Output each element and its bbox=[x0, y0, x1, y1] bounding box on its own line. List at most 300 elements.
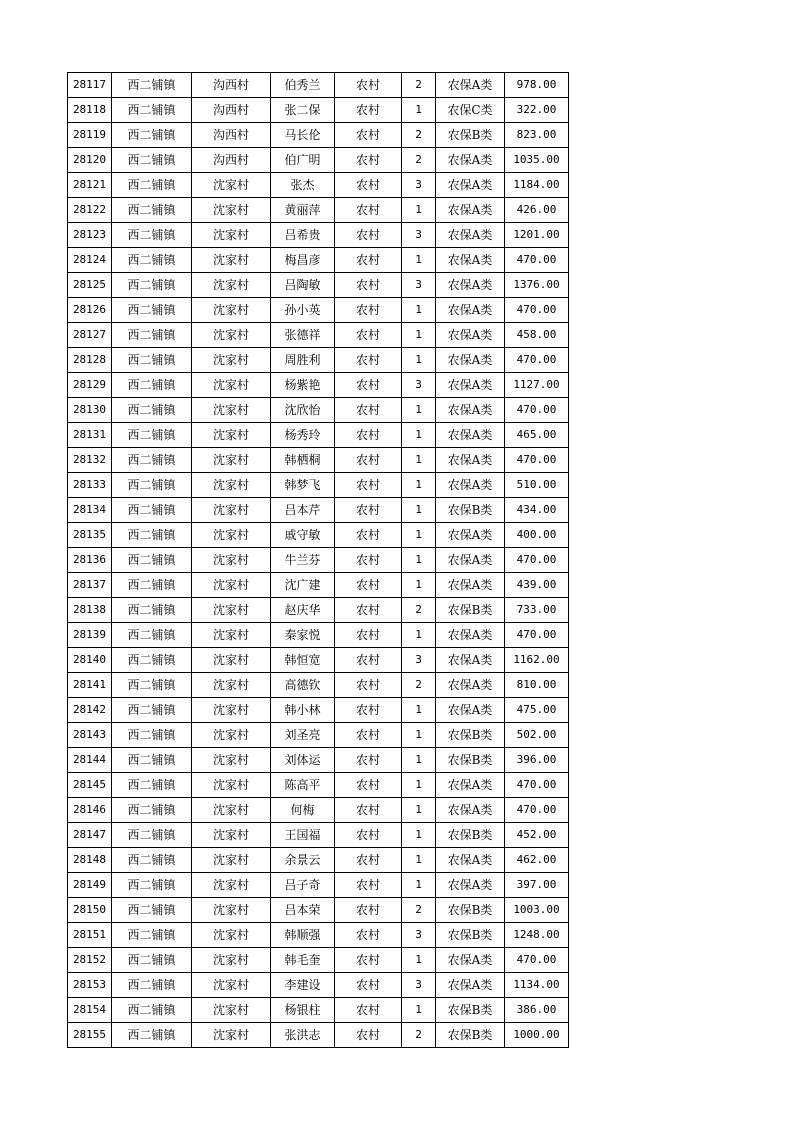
household-count-cell: 1 bbox=[402, 723, 436, 748]
category-cell: 农村 bbox=[335, 773, 402, 798]
category-cell: 农村 bbox=[335, 323, 402, 348]
table-row bbox=[68, 623, 569, 648]
amount-cell: 470.00 bbox=[505, 948, 569, 973]
insurance-type-cell: 农保A类 bbox=[436, 273, 505, 298]
insurance-type-cell: 农保A类 bbox=[436, 298, 505, 323]
insurance-type-cell: 农保A类 bbox=[436, 798, 505, 823]
household-count-cell: 1 bbox=[402, 423, 436, 448]
insurance-type-cell: 农保A类 bbox=[436, 448, 505, 473]
category-cell: 农村 bbox=[335, 723, 402, 748]
amount-cell: 322.00 bbox=[505, 98, 569, 123]
table-row bbox=[68, 848, 569, 873]
town-cell: 西二铺镇 bbox=[112, 748, 192, 773]
town-cell: 西二铺镇 bbox=[112, 98, 192, 123]
village-cell: 沈家村 bbox=[192, 898, 271, 923]
insurance-type-cell: 农保B类 bbox=[436, 898, 505, 923]
record-id-cell: 28143 bbox=[68, 723, 112, 748]
record-id-cell: 28155 bbox=[68, 1023, 112, 1048]
town-cell: 西二铺镇 bbox=[112, 948, 192, 973]
name-cell: 韩恒宽 bbox=[271, 648, 335, 673]
amount-cell: 400.00 bbox=[505, 523, 569, 548]
insurance-type-cell: 农保C类 bbox=[436, 98, 505, 123]
amount-cell: 1035.00 bbox=[505, 148, 569, 173]
insurance-type-cell: 农保A类 bbox=[436, 373, 505, 398]
table-row bbox=[68, 373, 569, 398]
insurance-type-cell: 农保A类 bbox=[436, 523, 505, 548]
insurance-type-cell: 农保A类 bbox=[436, 398, 505, 423]
town-cell: 西二铺镇 bbox=[112, 648, 192, 673]
name-cell: 马长伦 bbox=[271, 123, 335, 148]
record-id-cell: 28145 bbox=[68, 773, 112, 798]
insurance-type-cell: 农保A类 bbox=[436, 873, 505, 898]
name-cell: 黄丽萍 bbox=[271, 198, 335, 223]
name-cell: 梅昌彦 bbox=[271, 248, 335, 273]
name-cell: 张德祥 bbox=[271, 323, 335, 348]
town-cell: 西二铺镇 bbox=[112, 123, 192, 148]
name-cell: 李建设 bbox=[271, 973, 335, 998]
insurance-type-cell: 农保B类 bbox=[436, 823, 505, 848]
record-id-cell: 28142 bbox=[68, 698, 112, 723]
table-row bbox=[68, 98, 569, 123]
town-cell: 西二铺镇 bbox=[112, 298, 192, 323]
category-cell: 农村 bbox=[335, 873, 402, 898]
amount-cell: 1000.00 bbox=[505, 1023, 569, 1048]
name-cell: 韩栖桐 bbox=[271, 448, 335, 473]
village-cell: 沈家村 bbox=[192, 748, 271, 773]
table-row bbox=[68, 573, 569, 598]
village-cell: 沈家村 bbox=[192, 723, 271, 748]
household-count-cell: 1 bbox=[402, 448, 436, 473]
town-cell: 西二铺镇 bbox=[112, 273, 192, 298]
amount-cell: 396.00 bbox=[505, 748, 569, 773]
name-cell: 秦家悦 bbox=[271, 623, 335, 648]
name-cell: 何梅 bbox=[271, 798, 335, 823]
record-id-cell: 28126 bbox=[68, 298, 112, 323]
insurance-type-cell: 农保A类 bbox=[436, 698, 505, 723]
name-cell: 牛兰芬 bbox=[271, 548, 335, 573]
table-row bbox=[68, 473, 569, 498]
category-cell: 农村 bbox=[335, 673, 402, 698]
name-cell: 高德钦 bbox=[271, 673, 335, 698]
village-cell: 沈家村 bbox=[192, 523, 271, 548]
town-cell: 西二铺镇 bbox=[112, 148, 192, 173]
name-cell: 韩顺强 bbox=[271, 923, 335, 948]
town-cell: 西二铺镇 bbox=[112, 673, 192, 698]
table-row bbox=[68, 673, 569, 698]
table-row bbox=[68, 923, 569, 948]
category-cell: 农村 bbox=[335, 898, 402, 923]
category-cell: 农村 bbox=[335, 623, 402, 648]
village-cell: 沈家村 bbox=[192, 323, 271, 348]
insurance-type-cell: 农保A类 bbox=[436, 673, 505, 698]
village-cell: 沈家村 bbox=[192, 673, 271, 698]
town-cell: 西二铺镇 bbox=[112, 973, 192, 998]
table-row bbox=[68, 423, 569, 448]
household-count-cell: 1 bbox=[402, 948, 436, 973]
record-id-cell: 28150 bbox=[68, 898, 112, 923]
amount-cell: 1376.00 bbox=[505, 273, 569, 298]
town-cell: 西二铺镇 bbox=[112, 998, 192, 1023]
amount-cell: 1248.00 bbox=[505, 923, 569, 948]
table-row bbox=[68, 823, 569, 848]
table-row bbox=[68, 748, 569, 773]
village-cell: 沈家村 bbox=[192, 598, 271, 623]
record-id-cell: 28131 bbox=[68, 423, 112, 448]
amount-cell: 439.00 bbox=[505, 573, 569, 598]
village-cell: 沈家村 bbox=[192, 198, 271, 223]
category-cell: 农村 bbox=[335, 398, 402, 423]
household-count-cell: 2 bbox=[402, 123, 436, 148]
table-row bbox=[68, 1023, 569, 1048]
insurance-type-cell: 农保A类 bbox=[436, 548, 505, 573]
insurance-type-cell: 农保A类 bbox=[436, 648, 505, 673]
amount-cell: 1134.00 bbox=[505, 973, 569, 998]
town-cell: 西二铺镇 bbox=[112, 498, 192, 523]
household-count-cell: 1 bbox=[402, 498, 436, 523]
household-count-cell: 1 bbox=[402, 548, 436, 573]
town-cell: 西二铺镇 bbox=[112, 248, 192, 273]
town-cell: 西二铺镇 bbox=[112, 523, 192, 548]
town-cell: 西二铺镇 bbox=[112, 548, 192, 573]
record-id-cell: 28119 bbox=[68, 123, 112, 148]
name-cell: 吕本荣 bbox=[271, 898, 335, 923]
village-cell: 沟西村 bbox=[192, 148, 271, 173]
town-cell: 西二铺镇 bbox=[112, 448, 192, 473]
town-cell: 西二铺镇 bbox=[112, 723, 192, 748]
category-cell: 农村 bbox=[335, 248, 402, 273]
amount-cell: 810.00 bbox=[505, 673, 569, 698]
village-cell: 沈家村 bbox=[192, 173, 271, 198]
household-count-cell: 1 bbox=[402, 98, 436, 123]
household-count-cell: 2 bbox=[402, 1023, 436, 1048]
category-cell: 农村 bbox=[335, 348, 402, 373]
record-id-cell: 28136 bbox=[68, 548, 112, 573]
amount-cell: 386.00 bbox=[505, 998, 569, 1023]
household-count-cell: 1 bbox=[402, 198, 436, 223]
name-cell: 杨银柱 bbox=[271, 998, 335, 1023]
table-row bbox=[68, 173, 569, 198]
village-cell: 沟西村 bbox=[192, 98, 271, 123]
insurance-type-cell: 农保A类 bbox=[436, 73, 505, 98]
name-cell: 韩毛奎 bbox=[271, 948, 335, 973]
village-cell: 沈家村 bbox=[192, 423, 271, 448]
category-cell: 农村 bbox=[335, 373, 402, 398]
name-cell: 伯广明 bbox=[271, 148, 335, 173]
category-cell: 农村 bbox=[335, 798, 402, 823]
household-count-cell: 3 bbox=[402, 973, 436, 998]
record-id-cell: 28154 bbox=[68, 998, 112, 1023]
table-row bbox=[68, 448, 569, 473]
name-cell: 张二保 bbox=[271, 98, 335, 123]
amount-cell: 733.00 bbox=[505, 598, 569, 623]
insurance-type-cell: 农保A类 bbox=[436, 848, 505, 873]
household-count-cell: 1 bbox=[402, 748, 436, 773]
amount-cell: 470.00 bbox=[505, 248, 569, 273]
table-row bbox=[68, 498, 569, 523]
village-cell: 沈家村 bbox=[192, 398, 271, 423]
name-cell: 沈欣怡 bbox=[271, 398, 335, 423]
table-row bbox=[68, 798, 569, 823]
amount-cell: 470.00 bbox=[505, 798, 569, 823]
household-count-cell: 1 bbox=[402, 323, 436, 348]
town-cell: 西二铺镇 bbox=[112, 373, 192, 398]
record-id-cell: 28141 bbox=[68, 673, 112, 698]
amount-cell: 475.00 bbox=[505, 698, 569, 723]
household-count-cell: 2 bbox=[402, 148, 436, 173]
amount-cell: 1003.00 bbox=[505, 898, 569, 923]
category-cell: 农村 bbox=[335, 123, 402, 148]
village-cell: 沈家村 bbox=[192, 1023, 271, 1048]
amount-cell: 470.00 bbox=[505, 548, 569, 573]
category-cell: 农村 bbox=[335, 948, 402, 973]
category-cell: 农村 bbox=[335, 523, 402, 548]
record-id-cell: 28146 bbox=[68, 798, 112, 823]
table-row bbox=[68, 973, 569, 998]
amount-cell: 502.00 bbox=[505, 723, 569, 748]
record-id-cell: 28127 bbox=[68, 323, 112, 348]
record-id-cell: 28140 bbox=[68, 648, 112, 673]
table-row bbox=[68, 73, 569, 98]
record-id-cell: 28153 bbox=[68, 973, 112, 998]
household-count-cell: 3 bbox=[402, 173, 436, 198]
record-id-cell: 28134 bbox=[68, 498, 112, 523]
name-cell: 赵庆华 bbox=[271, 598, 335, 623]
table-row bbox=[68, 148, 569, 173]
insurance-type-cell: 农保A类 bbox=[436, 348, 505, 373]
amount-cell: 470.00 bbox=[505, 298, 569, 323]
record-id-cell: 28148 bbox=[68, 848, 112, 873]
town-cell: 西二铺镇 bbox=[112, 873, 192, 898]
insurance-type-cell: 农保B类 bbox=[436, 748, 505, 773]
table-row bbox=[68, 948, 569, 973]
insurance-type-cell: 农保A类 bbox=[436, 198, 505, 223]
insurance-type-cell: 农保A类 bbox=[436, 573, 505, 598]
record-id-cell: 28137 bbox=[68, 573, 112, 598]
record-id-cell: 28122 bbox=[68, 198, 112, 223]
village-cell: 沈家村 bbox=[192, 923, 271, 948]
name-cell: 吕子奇 bbox=[271, 873, 335, 898]
name-cell: 戚守敏 bbox=[271, 523, 335, 548]
village-cell: 沈家村 bbox=[192, 223, 271, 248]
record-id-cell: 28129 bbox=[68, 373, 112, 398]
village-cell: 沈家村 bbox=[192, 248, 271, 273]
village-cell: 沈家村 bbox=[192, 948, 271, 973]
village-cell: 沈家村 bbox=[192, 348, 271, 373]
village-cell: 沈家村 bbox=[192, 473, 271, 498]
household-count-cell: 1 bbox=[402, 523, 436, 548]
record-id-cell: 28130 bbox=[68, 398, 112, 423]
household-count-cell: 1 bbox=[402, 823, 436, 848]
table-row bbox=[68, 598, 569, 623]
amount-cell: 1162.00 bbox=[505, 648, 569, 673]
village-cell: 沈家村 bbox=[192, 798, 271, 823]
record-id-cell: 28124 bbox=[68, 248, 112, 273]
town-cell: 西二铺镇 bbox=[112, 698, 192, 723]
table-row bbox=[68, 898, 569, 923]
insurance-type-cell: 农保A类 bbox=[436, 623, 505, 648]
record-id-cell: 28123 bbox=[68, 223, 112, 248]
household-count-cell: 2 bbox=[402, 598, 436, 623]
category-cell: 农村 bbox=[335, 848, 402, 873]
household-count-cell: 1 bbox=[402, 773, 436, 798]
category-cell: 农村 bbox=[335, 198, 402, 223]
table-row bbox=[68, 273, 569, 298]
village-cell: 沈家村 bbox=[192, 548, 271, 573]
town-cell: 西二铺镇 bbox=[112, 623, 192, 648]
insurance-type-cell: 农保A类 bbox=[436, 423, 505, 448]
household-count-cell: 2 bbox=[402, 898, 436, 923]
amount-cell: 458.00 bbox=[505, 323, 569, 348]
name-cell: 孙小英 bbox=[271, 298, 335, 323]
village-cell: 沈家村 bbox=[192, 448, 271, 473]
household-count-cell: 2 bbox=[402, 673, 436, 698]
name-cell: 王国福 bbox=[271, 823, 335, 848]
insurance-type-cell: 农保A类 bbox=[436, 248, 505, 273]
record-id-cell: 28149 bbox=[68, 873, 112, 898]
category-cell: 农村 bbox=[335, 298, 402, 323]
village-cell: 沈家村 bbox=[192, 823, 271, 848]
record-id-cell: 28125 bbox=[68, 273, 112, 298]
town-cell: 西二铺镇 bbox=[112, 898, 192, 923]
name-cell: 沈广建 bbox=[271, 573, 335, 598]
village-cell: 沈家村 bbox=[192, 648, 271, 673]
record-id-cell: 28144 bbox=[68, 748, 112, 773]
category-cell: 农村 bbox=[335, 998, 402, 1023]
amount-cell: 978.00 bbox=[505, 73, 569, 98]
category-cell: 农村 bbox=[335, 548, 402, 573]
record-id-cell: 28121 bbox=[68, 173, 112, 198]
name-cell: 余景云 bbox=[271, 848, 335, 873]
town-cell: 西二铺镇 bbox=[112, 823, 192, 848]
table-row bbox=[68, 348, 569, 373]
insurance-type-cell: 农保B类 bbox=[436, 123, 505, 148]
household-count-cell: 1 bbox=[402, 623, 436, 648]
table-row bbox=[68, 398, 569, 423]
table-row bbox=[68, 548, 569, 573]
category-cell: 农村 bbox=[335, 823, 402, 848]
household-count-cell: 2 bbox=[402, 73, 436, 98]
village-cell: 沈家村 bbox=[192, 873, 271, 898]
insurance-type-cell: 农保A类 bbox=[436, 948, 505, 973]
table-row bbox=[68, 323, 569, 348]
category-cell: 农村 bbox=[335, 173, 402, 198]
table-row bbox=[68, 298, 569, 323]
amount-cell: 470.00 bbox=[505, 448, 569, 473]
amount-cell: 470.00 bbox=[505, 348, 569, 373]
record-id-cell: 28135 bbox=[68, 523, 112, 548]
amount-cell: 397.00 bbox=[505, 873, 569, 898]
table-row bbox=[68, 198, 569, 223]
amount-cell: 452.00 bbox=[505, 823, 569, 848]
household-count-cell: 3 bbox=[402, 223, 436, 248]
category-cell: 农村 bbox=[335, 473, 402, 498]
village-cell: 沈家村 bbox=[192, 498, 271, 523]
household-count-cell: 1 bbox=[402, 298, 436, 323]
category-cell: 农村 bbox=[335, 498, 402, 523]
town-cell: 西二铺镇 bbox=[112, 323, 192, 348]
name-cell: 杨秀玲 bbox=[271, 423, 335, 448]
amount-cell: 465.00 bbox=[505, 423, 569, 448]
record-id-cell: 28147 bbox=[68, 823, 112, 848]
record-id-cell: 28132 bbox=[68, 448, 112, 473]
data-table bbox=[67, 72, 569, 1048]
town-cell: 西二铺镇 bbox=[112, 223, 192, 248]
household-count-cell: 1 bbox=[402, 573, 436, 598]
village-cell: 沟西村 bbox=[192, 123, 271, 148]
record-id-cell: 28138 bbox=[68, 598, 112, 623]
town-cell: 西二铺镇 bbox=[112, 398, 192, 423]
table-row bbox=[68, 773, 569, 798]
household-count-cell: 3 bbox=[402, 373, 436, 398]
table-row bbox=[68, 648, 569, 673]
household-count-cell: 3 bbox=[402, 648, 436, 673]
category-cell: 农村 bbox=[335, 448, 402, 473]
amount-cell: 434.00 bbox=[505, 498, 569, 523]
town-cell: 西二铺镇 bbox=[112, 173, 192, 198]
village-cell: 沈家村 bbox=[192, 623, 271, 648]
town-cell: 西二铺镇 bbox=[112, 848, 192, 873]
village-cell: 沈家村 bbox=[192, 273, 271, 298]
name-cell: 张杰 bbox=[271, 173, 335, 198]
household-count-cell: 1 bbox=[402, 873, 436, 898]
record-id-cell: 28120 bbox=[68, 148, 112, 173]
amount-cell: 426.00 bbox=[505, 198, 569, 223]
insurance-type-cell: 农保A类 bbox=[436, 173, 505, 198]
table-row bbox=[68, 248, 569, 273]
insurance-type-cell: 农保A类 bbox=[436, 148, 505, 173]
household-count-cell: 1 bbox=[402, 398, 436, 423]
household-count-cell: 1 bbox=[402, 473, 436, 498]
insurance-type-cell: 农保B类 bbox=[436, 598, 505, 623]
name-cell: 杨紫艳 bbox=[271, 373, 335, 398]
name-cell: 伯秀兰 bbox=[271, 73, 335, 98]
name-cell: 刘体运 bbox=[271, 748, 335, 773]
household-count-cell: 1 bbox=[402, 798, 436, 823]
town-cell: 西二铺镇 bbox=[112, 598, 192, 623]
name-cell: 周胜利 bbox=[271, 348, 335, 373]
insurance-type-cell: 农保A类 bbox=[436, 473, 505, 498]
category-cell: 农村 bbox=[335, 98, 402, 123]
insurance-type-cell: 农保A类 bbox=[436, 973, 505, 998]
table-row bbox=[68, 123, 569, 148]
category-cell: 农村 bbox=[335, 273, 402, 298]
town-cell: 西二铺镇 bbox=[112, 1023, 192, 1048]
town-cell: 西二铺镇 bbox=[112, 73, 192, 98]
record-id-cell: 28139 bbox=[68, 623, 112, 648]
name-cell: 陈高平 bbox=[271, 773, 335, 798]
name-cell: 刘圣亮 bbox=[271, 723, 335, 748]
record-id-cell: 28117 bbox=[68, 73, 112, 98]
category-cell: 农村 bbox=[335, 973, 402, 998]
category-cell: 农村 bbox=[335, 223, 402, 248]
amount-cell: 1184.00 bbox=[505, 173, 569, 198]
category-cell: 农村 bbox=[335, 923, 402, 948]
town-cell: 西二铺镇 bbox=[112, 473, 192, 498]
household-count-cell: 1 bbox=[402, 248, 436, 273]
town-cell: 西二铺镇 bbox=[112, 573, 192, 598]
name-cell: 吕希贵 bbox=[271, 223, 335, 248]
insurance-type-cell: 农保B类 bbox=[436, 1023, 505, 1048]
insurance-type-cell: 农保B类 bbox=[436, 723, 505, 748]
amount-cell: 470.00 bbox=[505, 398, 569, 423]
village-cell: 沈家村 bbox=[192, 373, 271, 398]
table-row bbox=[68, 223, 569, 248]
record-id-cell: 28133 bbox=[68, 473, 112, 498]
category-cell: 农村 bbox=[335, 1023, 402, 1048]
category-cell: 农村 bbox=[335, 148, 402, 173]
amount-cell: 470.00 bbox=[505, 623, 569, 648]
village-cell: 沈家村 bbox=[192, 998, 271, 1023]
